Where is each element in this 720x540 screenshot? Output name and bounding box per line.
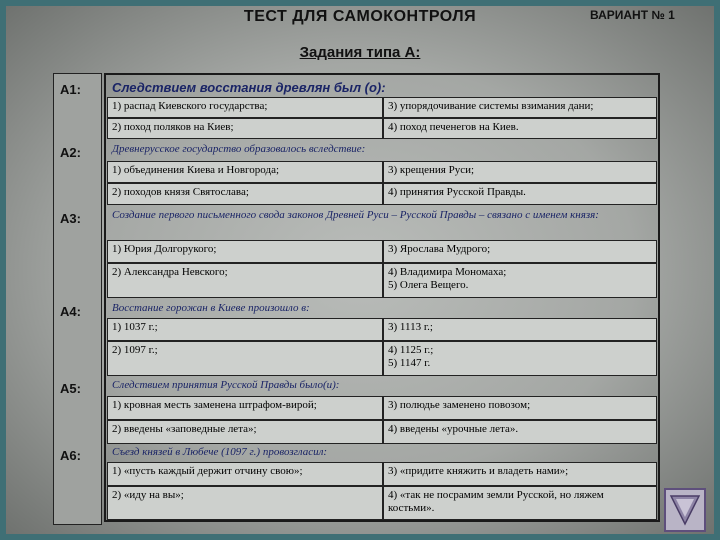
triangle-down-icon (666, 490, 704, 530)
answer-option[interactable]: 4) принятия Русской Правды. (383, 183, 657, 205)
answer-option[interactable]: 2) Александра Невского; (107, 263, 383, 298)
question-text: Следствием восстания древлян был (о): (112, 80, 386, 95)
answer-option[interactable]: 2) походов князя Святослава; (107, 183, 383, 205)
answer-option[interactable]: 2) «иду на вы»; (107, 486, 383, 520)
answer-option[interactable]: 4) поход печенегов на Киев. (383, 118, 657, 139)
answer-option[interactable]: 4) введены «урочные лета». (383, 420, 657, 444)
answer-option[interactable]: 3) Ярослава Мудрого; (383, 240, 657, 263)
answer-option[interactable]: 3) «придите княжить и владеть нами»; (383, 462, 657, 486)
question-text: Создание первого письменного свода законов Древней Руси – Русской Правды – связано с именем князя: (112, 209, 599, 221)
answer-option-line: 4) 1125 г.; (388, 344, 434, 356)
variant-label: ВАРИАНТ № 1 (590, 8, 675, 22)
answer-option[interactable] (383, 263, 657, 298)
answer-option[interactable]: 3) упорядочивание системы взимания дани; (383, 97, 657, 118)
answer-option[interactable] (383, 341, 657, 376)
question-text: Древнерусское государство образовалось вследствие: (112, 143, 366, 155)
question-number: А1: (60, 82, 81, 97)
answer-option[interactable]: 1) объединения Киева и Новгорода; (107, 161, 383, 183)
answer-option[interactable]: 3) крещения Руси; (383, 161, 657, 183)
page-title: ТЕСТ ДЛЯ САМОКОНТРОЛЯ (243, 8, 477, 25)
answer-option[interactable]: 1) 1037 г.; (107, 318, 383, 341)
answer-option-line: 5) 1147 г. (388, 357, 431, 369)
answer-option-line: 5) Олега Вещего. (388, 279, 469, 291)
answer-option[interactable]: 2) введены «заповедные лета»; (107, 420, 383, 444)
page-subtitle: Задания типа А: (299, 44, 421, 61)
answer-option[interactable]: 2) 1097 г.; (107, 341, 383, 376)
answer-option[interactable]: 1) «пусть каждый держит отчину свою»; (107, 462, 383, 486)
question-text: Съезд князей в Любече (1097 г.) провозгласил: (112, 446, 328, 458)
answer-option-line: 4) Владимира Мономаха; (388, 266, 507, 278)
answer-option[interactable]: 3) полюдье заменено повозом; (383, 396, 657, 420)
question-text: Следствием принятия Русской Правды было(и): (112, 379, 340, 391)
answer-option[interactable]: 1) Юрия Долгорукого; (107, 240, 383, 263)
answer-option[interactable]: 1) распад Киевского государства; (107, 97, 383, 118)
question-number: А2: (60, 145, 81, 160)
answer-option[interactable]: 1) кровная месть заменена штрафом-вирой; (107, 396, 383, 420)
question-number: А4: (60, 304, 81, 319)
question-number: А6: (60, 448, 81, 463)
question-text: Восстание горожан в Киеве произошло в: (112, 302, 310, 314)
question-number: А3: (60, 211, 81, 226)
answer-option[interactable]: 4) «так не посрамим земли Русской, но ляжем костьми». (383, 486, 657, 520)
answer-option[interactable]: 3) 1113 г.; (383, 318, 657, 341)
answer-option[interactable]: 2) поход поляков на Киев; (107, 118, 383, 139)
next-slide-button[interactable] (664, 488, 706, 532)
question-number: А5: (60, 381, 81, 396)
